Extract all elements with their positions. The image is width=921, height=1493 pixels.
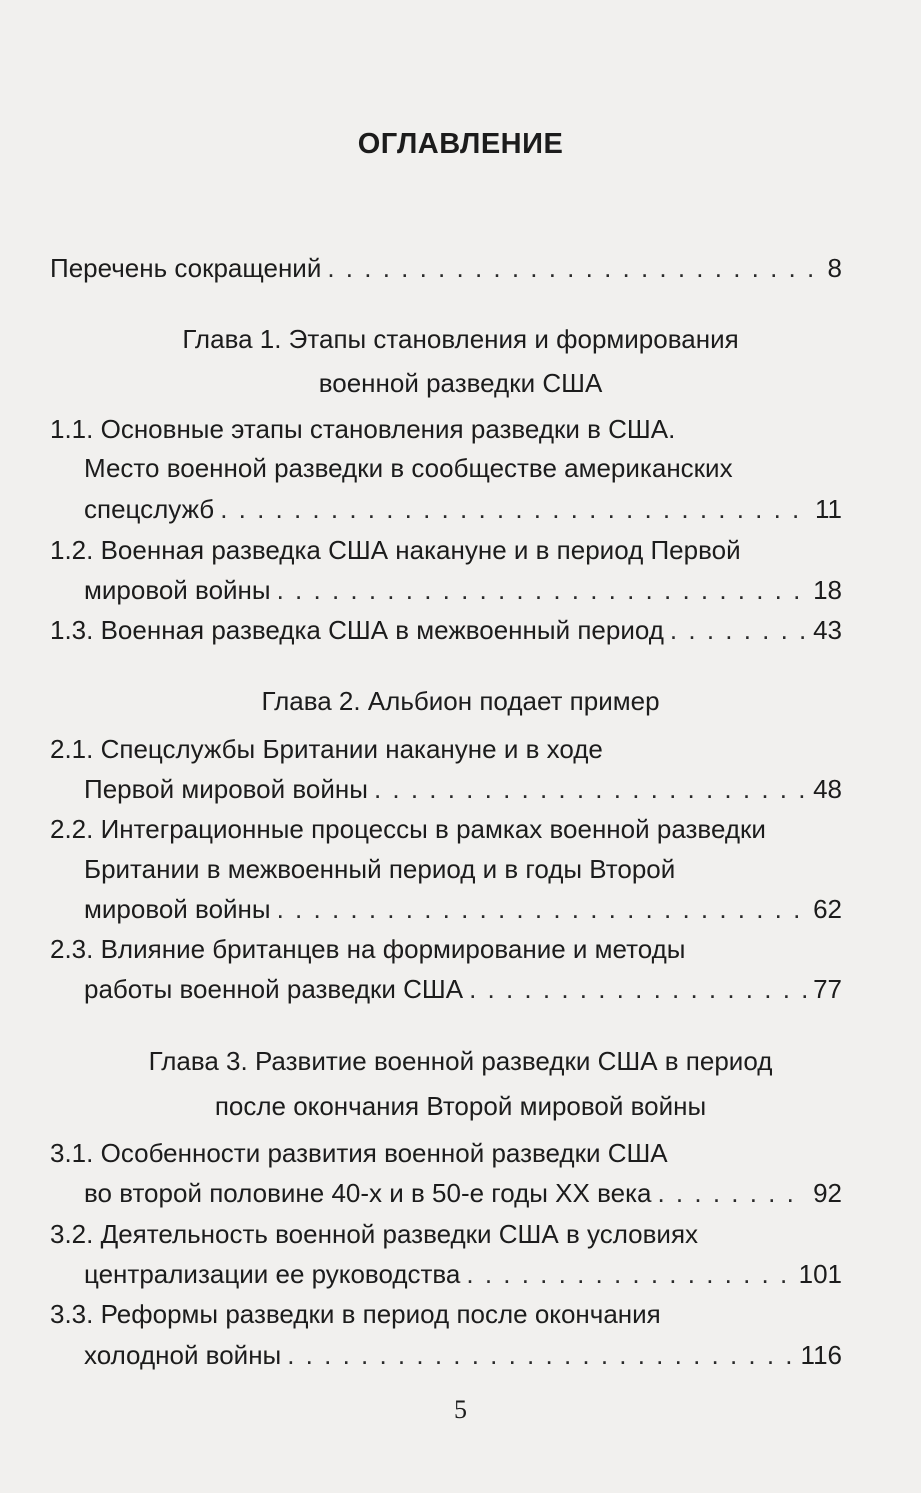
leader-dots (469, 973, 807, 1005)
toc-entry-1-2[interactable] (84, 574, 842, 606)
toc-entry-label: 1.3. Военная разведка США в межвоенный период (50, 615, 664, 645)
leader-dots (277, 893, 807, 925)
toc-entry-2-3-line1[interactable]: 2.3. Влияние британцев на формирование и методы (50, 934, 686, 964)
chapter-1-heading-line1: Глава 1. Этапы становления и формирования (182, 324, 739, 354)
toc-entry-label: холодной войны (84, 1340, 282, 1370)
leader-dots (220, 493, 809, 525)
toc-entry-3-1[interactable] (84, 1177, 842, 1209)
toc-entry-label: мировой войны (84, 575, 271, 605)
leader-dots (657, 1177, 807, 1209)
toc-page-number: 43 (813, 615, 842, 645)
toc-entry-label: централизации ее руководства (84, 1259, 461, 1289)
chapter-3-heading-line2: после окончания Второй мировой войны (214, 1091, 707, 1121)
toc-entry-label: во второй половине 40-х и в 50-е годы XX века (84, 1178, 652, 1208)
toc-entry-label: спецслужб (84, 494, 215, 524)
chapter-1-heading-line2: военной разведки США (318, 368, 603, 398)
toc-page-number: 62 (813, 894, 842, 924)
leader-dots (466, 1258, 792, 1290)
toc-entry-1-2-line1[interactable]: 1.2. Военная разведка США накануне и в период Первой (50, 535, 741, 565)
toc-page-number: 11 (815, 494, 842, 524)
toc-entry-2-2-line1[interactable]: 2.2. Интеграционные процессы в рамках военной разведки (50, 814, 766, 844)
toc-page-number: 8 (827, 253, 842, 283)
toc-entry-2-3[interactable] (84, 973, 842, 1005)
leader-dots (277, 574, 807, 606)
toc-entry-abbreviations[interactable] (50, 252, 842, 284)
toc-page-number: 116 (800, 1340, 842, 1370)
leader-dots (670, 614, 807, 646)
toc-entry-3-1-line1[interactable]: 3.1. Особенности развития военной разведки США (50, 1138, 668, 1168)
toc-page-number: 101 (798, 1259, 842, 1289)
toc-entry-1-1[interactable] (84, 493, 842, 525)
leader-dots (287, 1339, 794, 1371)
toc-entry-2-2-line2: Британии в межвоенный период и в годы Второй (84, 854, 676, 884)
toc-entry-label: Перечень сокращений (50, 253, 322, 283)
toc-entry-label: мировой войны (84, 894, 271, 924)
chapter-3-heading-line1: Глава 3. Развитие военной разведки США в период (148, 1046, 773, 1076)
toc-entry-2-2[interactable] (84, 893, 842, 925)
toc-entry-3-3-line1[interactable]: 3.3. Реформы разведки в период после окончания (50, 1299, 661, 1329)
toc-entry-1-1-line2: Место военной разведки в сообществе американских (84, 453, 733, 483)
toc-entry-1-1-line1[interactable]: 1.1. Основные этапы становления разведки в США. (50, 414, 676, 444)
toc-page-number: 92 (813, 1178, 842, 1208)
toc-entry-3-2-line1[interactable]: 3.2. Деятельность военной разведки США в условиях (50, 1219, 699, 1249)
toc-entry-label: Первой мировой войны (84, 774, 368, 804)
leader-dots (327, 252, 821, 284)
toc-page-number: 48 (813, 774, 842, 804)
page-title: ОГЛАВЛЕНИЕ (357, 128, 564, 160)
toc-page-number: 77 (813, 974, 842, 1004)
chapter-2-heading: Глава 2. Альбион подает пример (261, 686, 660, 716)
toc-entry-label: работы военной разведки США (84, 974, 464, 1004)
toc-entry-3-2[interactable] (84, 1258, 842, 1290)
toc-entry-1-3[interactable] (50, 614, 842, 646)
toc-page-number: 18 (813, 575, 842, 605)
toc-entry-3-3[interactable] (84, 1339, 842, 1371)
toc-entry-2-1[interactable] (84, 773, 842, 805)
leader-dots (374, 773, 807, 805)
page-number-footer: 5 (454, 1395, 467, 1424)
toc-entry-2-1-line1[interactable]: 2.1. Спецслужбы Британии накануне и в ходе (50, 734, 603, 764)
